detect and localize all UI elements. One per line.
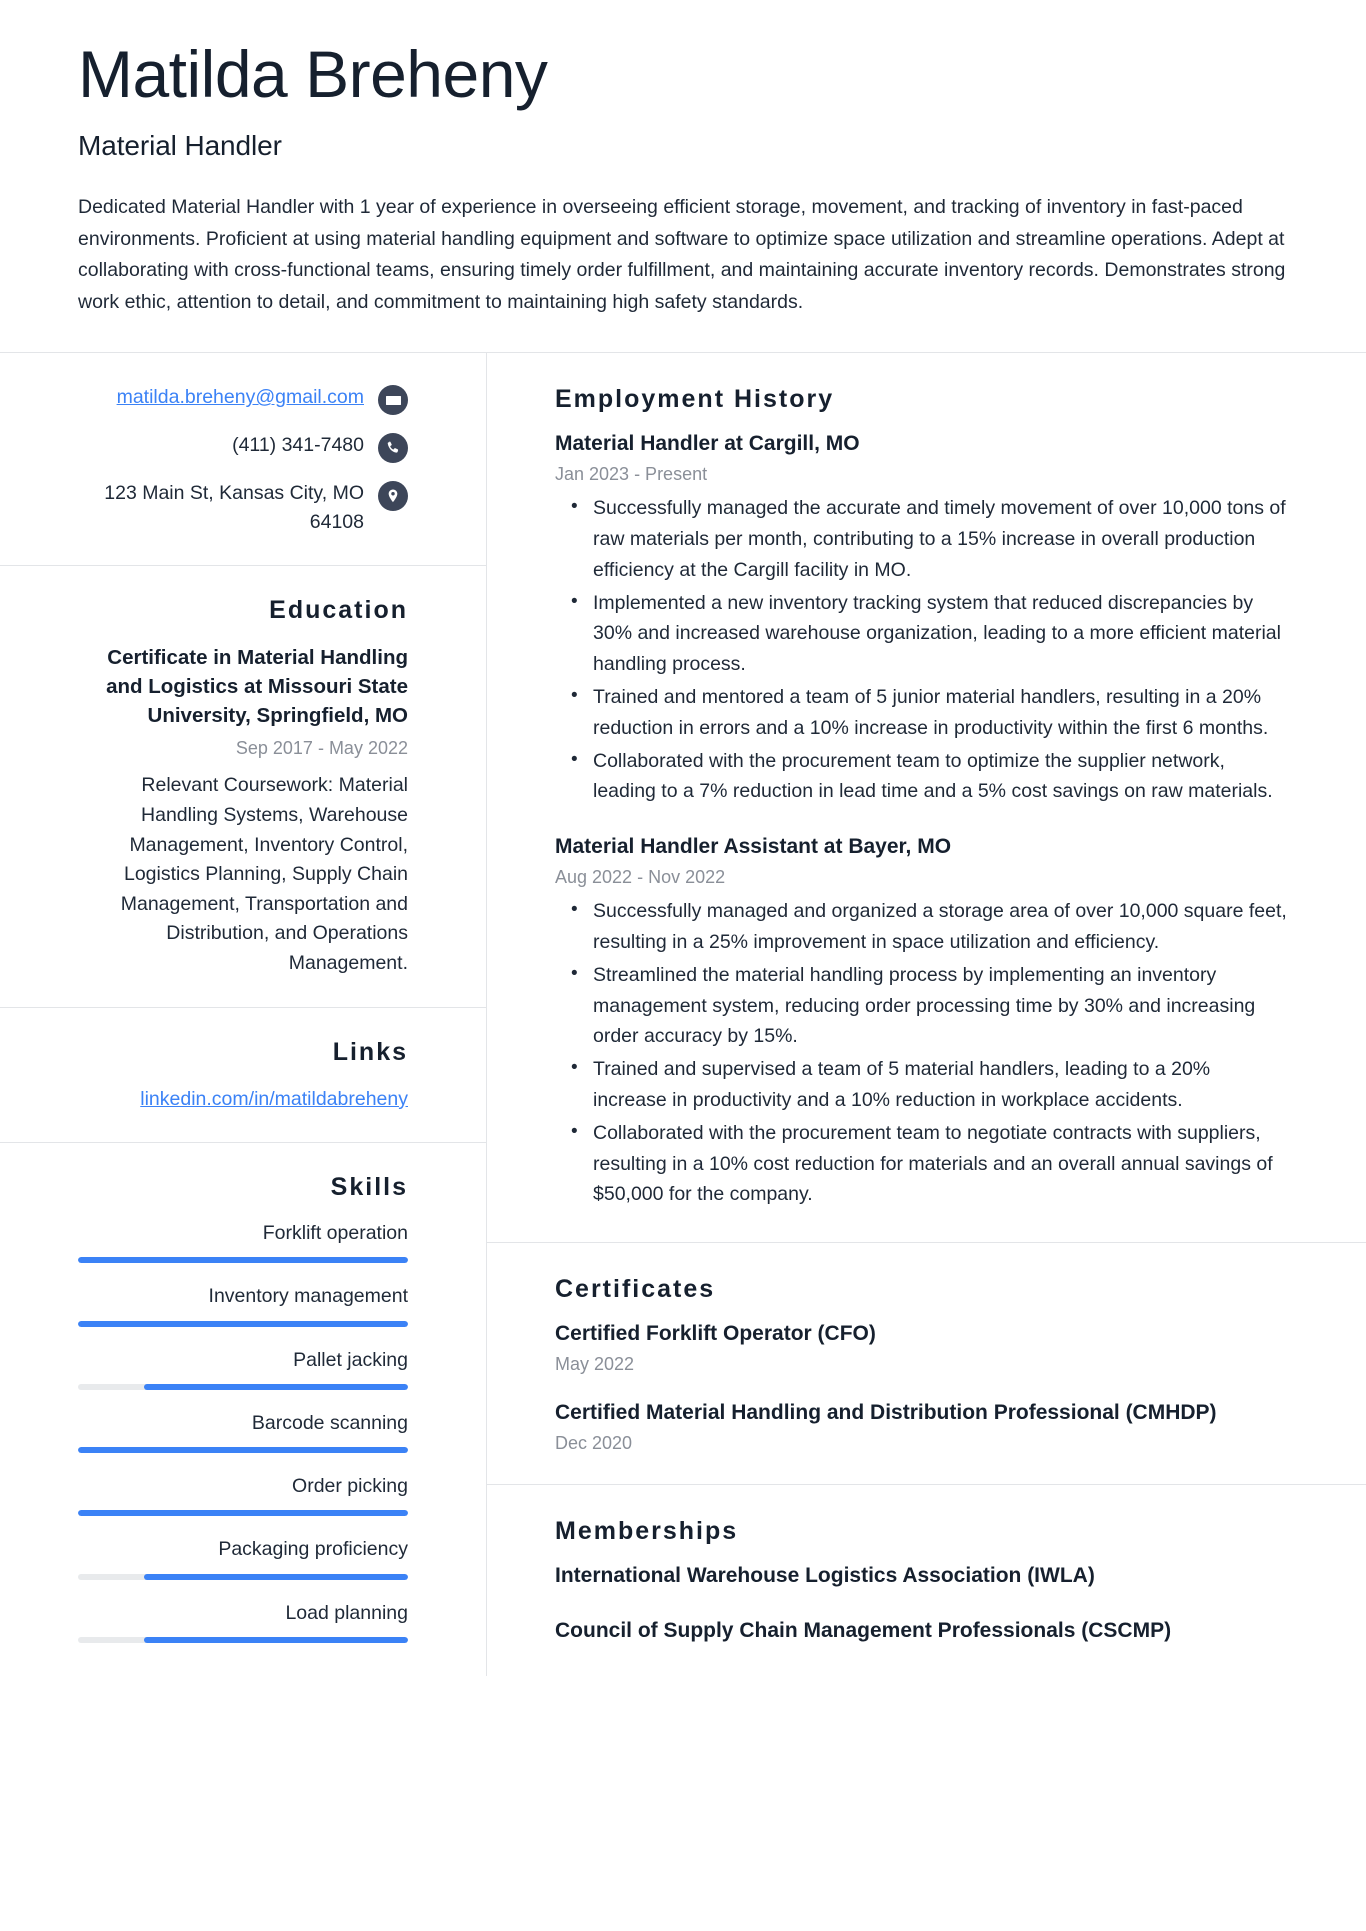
skill-progress-fill	[78, 1257, 408, 1263]
skill-label: Forklift operation	[262, 1221, 408, 1244]
phone-icon	[378, 433, 408, 463]
skill-progress-track	[78, 1257, 408, 1263]
skill-progress-track	[78, 1637, 408, 1643]
contact-address-row[interactable]	[78, 479, 408, 537]
address-text: 123 Main St, Kansas City, MO 64108	[104, 482, 364, 534]
skill-item	[78, 1347, 408, 1390]
employment-bullet-list	[555, 493, 1288, 807]
contact-email-row[interactable]	[78, 383, 408, 415]
skill-progress-fill	[78, 1447, 408, 1453]
employment-bullet: • Collaborated with the procurement team to negotiate contracts with suppliers, resulting in a 10% cost reduction for materials and an overall annual savings of $50,000 for the company.	[591, 1118, 1288, 1210]
education-degree: Certificate in Material Handling and Logistics at Missouri State University, Springfield, MO	[106, 645, 408, 728]
skill-item	[78, 1283, 408, 1326]
employment-bullet: • Streamlined the material handling process by implementing an inventory management system, reducing order processing time by 30% and increasing order accuracy by 15%.	[591, 960, 1288, 1052]
skill-item	[78, 1220, 408, 1263]
skill-progress-track	[78, 1510, 408, 1516]
skill-progress-track	[78, 1321, 408, 1327]
employment-section-title: Employment History	[555, 385, 835, 414]
employment-bullet: • Successfully managed the accurate and timely movement of over 10,000 tons of raw materials per month, contributing to a 15% increase in overall production efficiency at the Cargill facility in MO.	[591, 493, 1288, 585]
skill-item	[78, 1536, 408, 1579]
job-title: Material Handler	[78, 129, 282, 161]
employment-entry-title: Material Handler at Cargill, MO	[555, 432, 860, 456]
skills-section	[0, 1143, 486, 1673]
employment-entry-date: Aug 2022 - Nov 2022	[555, 867, 726, 888]
profile-summary: Dedicated Material Handler with 1 year of experience in overseeing efficient storage, movement, and tracking of inventory in fast-paced environments. Proficient at using material handling equipment and software to optimize space utilization and streamline operations. Adept at collaborating with cross-functional teams, ensuring timely order fulfillment, and maintaining accurate inventory records. Demonstrates strong work ethic, attention to detail, and commitment to maintaining high safety standards.	[78, 195, 1286, 313]
links-section	[0, 1008, 486, 1143]
education-section-title: Education	[269, 595, 408, 624]
contact-section	[0, 353, 486, 566]
skill-progress-track	[78, 1447, 408, 1453]
skill-label: Order picking	[292, 1475, 408, 1498]
skills-section-title: Skills	[330, 1172, 408, 1201]
employment-bullet: • Successfully managed and organized a storage area of over 10,000 square feet, resulting in a 25% improvement in space utilization and efficiency.	[591, 896, 1288, 958]
membership-title: Council of Supply Chain Management Professionals (CSCMP)	[555, 1619, 1172, 1643]
certificate-entry	[555, 1399, 1288, 1454]
skills-list	[78, 1220, 408, 1643]
page-title: Matilda Breheny	[78, 37, 548, 111]
employment-bullet: • Trained and mentored a team of 5 junior material handlers, resulting in a 20% reduction in errors and a 10% increase in productivity within the first 6 months.	[591, 682, 1288, 744]
skill-progress-track	[78, 1574, 408, 1580]
email-link[interactable]: matilda.breheny@gmail.com	[116, 386, 364, 409]
certificate-title: Certified Forklift Operator (CFO)	[555, 1322, 876, 1346]
contact-phone-row[interactable]	[78, 431, 408, 463]
link-item-linkedin[interactable]: linkedin.com/in/matildabreheny	[140, 1087, 408, 1110]
certificates-section	[487, 1243, 1366, 1485]
skill-item	[78, 1410, 408, 1453]
employment-entry	[555, 430, 1288, 807]
certificate-date: May 2022	[555, 1354, 635, 1375]
phone-number: (411) 341-7480	[232, 434, 364, 457]
education-description: Relevant Coursework: Material Handling Systems, Warehouse Management, Inventory Control, Logistics Planning, Supply Chain Management, Transportation and Distribution, and Operations Management.	[120, 774, 408, 975]
education-section	[0, 566, 486, 1008]
location-pin-icon	[378, 481, 408, 511]
employment-bullet: • Trained and supervised a team of 5 material handlers, leading to a 20% increase in productivity and a 10% reduction in workplace accidents.	[591, 1054, 1288, 1116]
employment-entry	[555, 833, 1288, 1210]
skill-item	[78, 1600, 408, 1643]
skill-progress-fill	[144, 1574, 408, 1580]
memberships-section	[487, 1485, 1366, 1676]
employment-bullet: • Implemented a new inventory tracking system that reduced discrepancies by 30% and increased warehouse organization, leading to a more efficient material handling process.	[591, 588, 1288, 680]
skill-label: Barcode scanning	[251, 1411, 408, 1434]
membership-title: International Warehouse Logistics Association (IWLA)	[555, 1564, 1095, 1588]
education-date: Sep 2017 - May 2022	[235, 738, 408, 759]
employment-list	[555, 430, 1288, 1210]
skill-label: Packaging proficiency	[218, 1538, 408, 1561]
skill-label: Pallet jacking	[293, 1348, 408, 1371]
resume-body	[0, 353, 1366, 1676]
skill-label: Load planning	[285, 1601, 408, 1624]
membership-entry	[555, 1617, 1288, 1646]
main-content	[487, 353, 1366, 1676]
skill-progress-fill	[78, 1510, 408, 1516]
certificates-list	[555, 1320, 1288, 1454]
skill-progress-fill	[144, 1384, 408, 1390]
sidebar	[0, 353, 487, 1676]
envelope-icon	[378, 385, 408, 415]
skill-progress-fill	[144, 1637, 408, 1643]
skill-progress-track	[78, 1384, 408, 1390]
skill-label: Inventory management	[208, 1285, 408, 1308]
employment-entry-date: Jan 2023 - Present	[555, 464, 708, 485]
memberships-section-title: Memberships	[555, 1517, 739, 1546]
skill-progress-fill	[78, 1321, 408, 1327]
employment-section	[487, 353, 1366, 1243]
employment-bullet-list	[555, 896, 1288, 1210]
certificate-entry	[555, 1320, 1288, 1375]
certificate-date: Dec 2020	[555, 1433, 633, 1454]
memberships-list	[555, 1562, 1288, 1646]
membership-entry	[555, 1562, 1288, 1591]
employment-entry-title: Material Handler Assistant at Bayer, MO	[555, 835, 952, 859]
skill-item	[78, 1473, 408, 1516]
resume-header	[0, 0, 1366, 352]
certificates-section-title: Certificates	[555, 1275, 716, 1304]
links-section-title: Links	[332, 1037, 408, 1066]
employment-bullet: • Collaborated with the procurement team to optimize the supplier network, leading to a 7% reduction in lead time and a 5% cost savings on raw materials.	[591, 746, 1288, 808]
certificate-title: Certified Material Handling and Distribution Professional (CMHDP)	[555, 1401, 1217, 1425]
